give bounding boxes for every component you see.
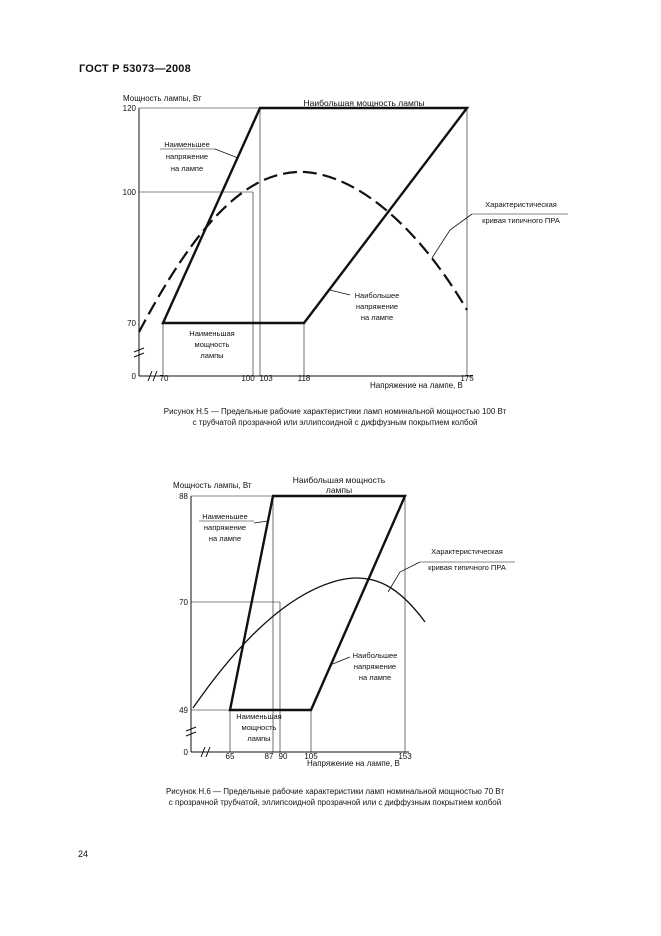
max-voltage-label: на лампе (360, 313, 394, 322)
min-power-label: мощность (241, 723, 277, 732)
leader-min-voltage (254, 521, 268, 523)
max-voltage-label: на лампе (358, 673, 392, 682)
max-power-label: Наибольшая мощность лампы (303, 98, 425, 108)
min-power-label: лампы (247, 734, 271, 743)
x-axis-title: Напряжение на лампе, В (307, 759, 400, 768)
min-power-label: Наименьшая (189, 329, 235, 338)
y-tick-label: 49 (179, 706, 188, 715)
document-header: ГОСТ Р 53073—2008 (79, 63, 191, 75)
y-tick-label: 0 (183, 748, 188, 757)
max-voltage-label: напряжение (353, 662, 397, 671)
y-axis-title: Мощность лампы, Вт (123, 94, 202, 103)
caption-line: с прозрачной трубчатой, эллипсоидной прозрачной или с диффузным покрытием колбой (168, 798, 502, 807)
min-voltage-label: на лампе (170, 164, 204, 173)
ballast-label: Характеристическая (431, 547, 503, 556)
min-voltage-label: Наименьшее (164, 140, 210, 149)
figure-caption-h6 (80, 786, 590, 808)
min-voltage-label: напряжение (203, 523, 247, 532)
min-power-label: лампы (200, 351, 224, 360)
x-tick-label: 118 (297, 374, 311, 383)
min-power-label: Наименьшая (236, 712, 282, 721)
x-tick-label: 65 (225, 752, 235, 761)
min-voltage-label: напряжение (165, 152, 209, 161)
min-voltage-label: Наименьшее (202, 512, 248, 521)
x-tick-label: 103 (259, 374, 273, 383)
caption-line: с трубчатой прозрачной или эллипсоидной с диффузным покрытием колбой (192, 418, 478, 427)
x-tick-label: 175 (460, 374, 474, 383)
x-tick-label: 90 (278, 752, 288, 761)
max-power-label: лампы (325, 485, 353, 495)
y-tick-label: 70 (127, 319, 136, 328)
x-tick-label: 100 (241, 374, 255, 383)
x-tick-label: 153 (398, 752, 412, 761)
x-tick-label: 87 (264, 752, 274, 761)
y-tick-label: 120 (122, 104, 136, 113)
max-voltage-label: Наибольшее (352, 651, 398, 660)
page-number: 24 (78, 849, 89, 859)
caption-line: Рисунок Н.6 — Предельные рабочие характеристики ламп номинальной мощностью 70 Вт (165, 787, 505, 796)
max-voltage-label: напряжение (355, 302, 399, 311)
x-tick-label: 70 (159, 374, 169, 383)
y-tick-label: 88 (179, 492, 188, 501)
y-tick-label: 0 (131, 372, 136, 381)
ballast-label: кривая типичного ПРА (482, 216, 560, 225)
x-axis-title: Напряжение на лампе, В (370, 381, 463, 390)
ballast-label: кривая типичного ПРА (428, 563, 506, 572)
ballast-curve (193, 578, 425, 708)
y-tick-label: 70 (179, 598, 188, 607)
caption-line: Рисунок Н.5 — Предельные рабочие характеристики ламп номинальной мощностью 100 Вт (163, 407, 507, 416)
min-power-label: мощность (194, 340, 230, 349)
x-tick-label: 105 (304, 752, 318, 761)
y-axis-title: Мощность лампы, Вт (173, 481, 252, 490)
leader-ballast (388, 562, 420, 592)
ballast-label: Характеристическая (485, 200, 557, 209)
y-tick-label: 100 (122, 188, 136, 197)
max-voltage-label: Наибольшее (354, 291, 400, 300)
max-power-label: Наибольшая мощность (292, 475, 386, 485)
min-voltage-label: на лампе (208, 534, 242, 543)
